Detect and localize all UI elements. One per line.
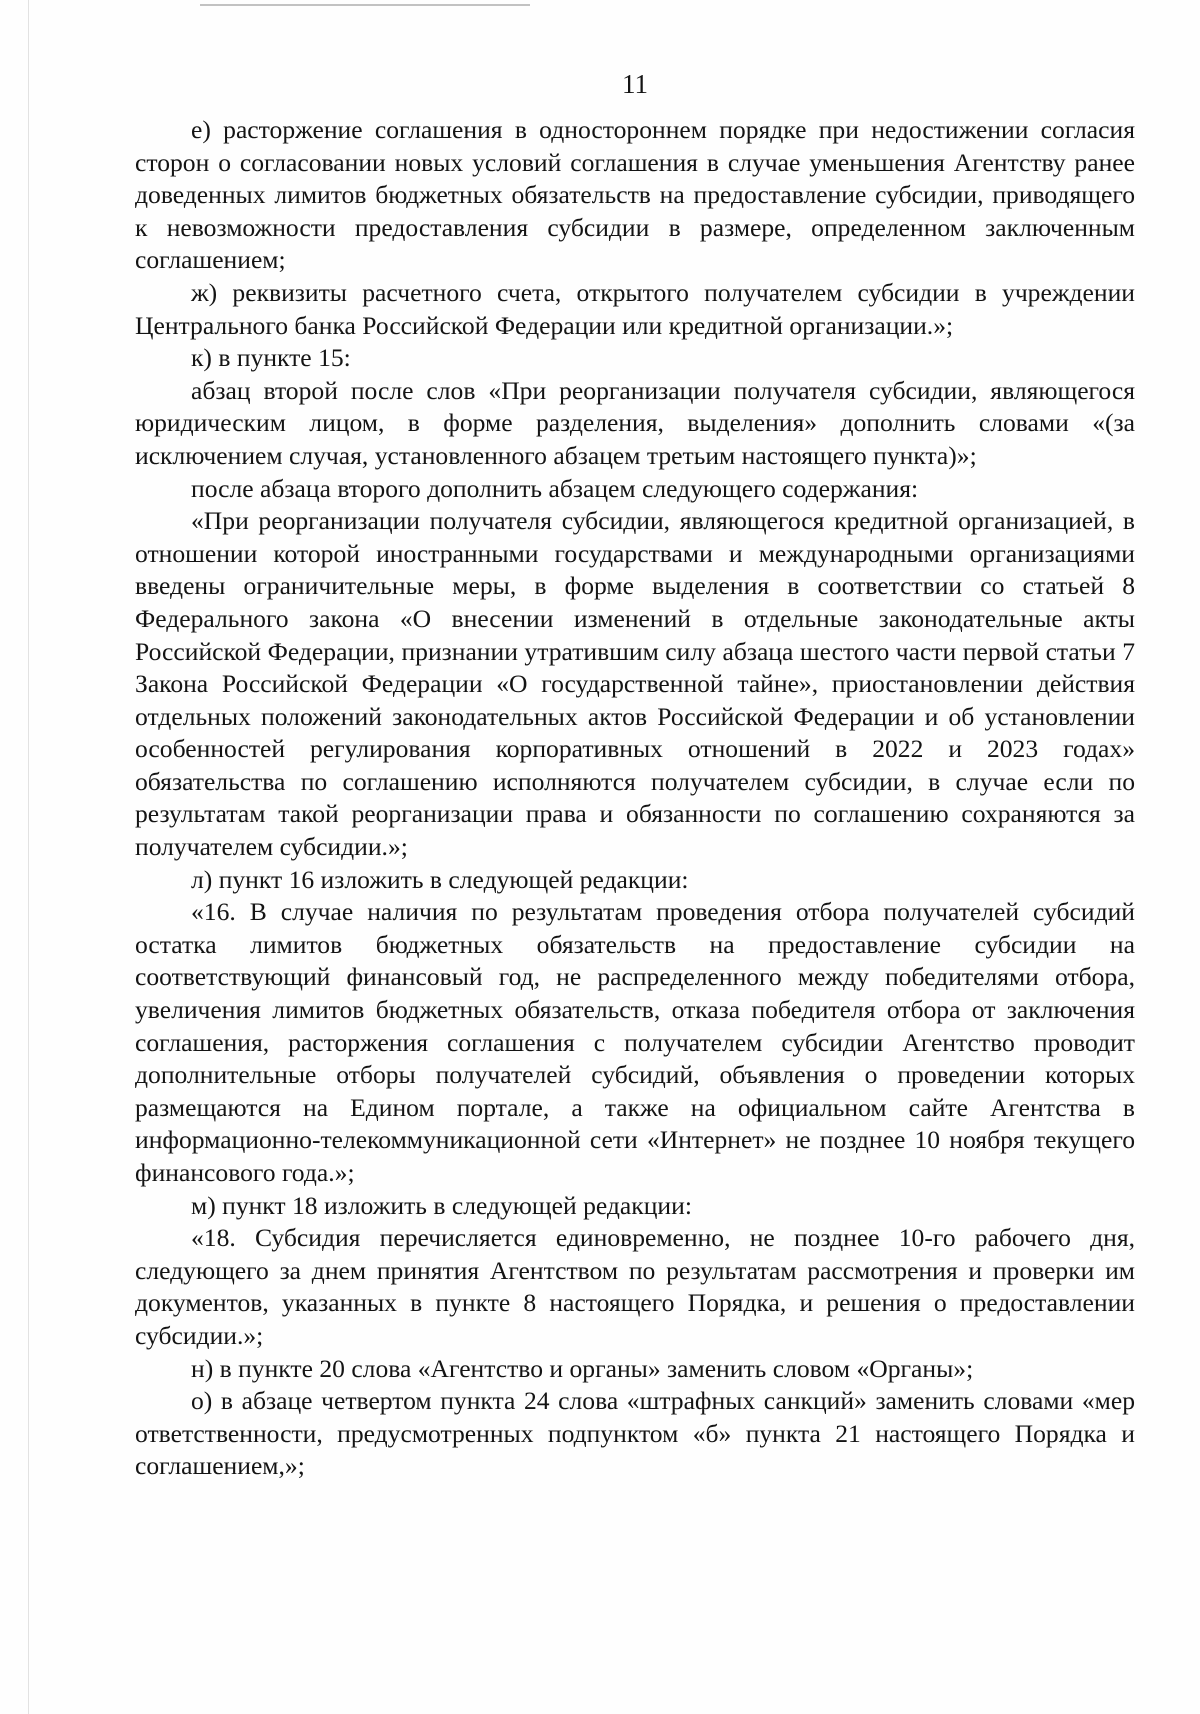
paragraph-k-new-text: «При реорганизации получателя субсидии, являющегося кредитной организацией, в отношении которой иностранными государствами и международными организациями введены ограничительные меры, в форме выделения в соответствии со статьей 8 Федерального закона «О внесении изменений в отдельные законодательные акты Российской Федерации, признании утратившим силу абзаца шестого части первой статьи 7 Закона Российской Федерации «О государственной тайне», приостановлении действия отдельных положений законодательных актов Российской Федерации и об установлении особенностей регулирования корпоративных отношений в 2022 и 2023 годах» обязательства по соглашению исполняются получателем субсидии, в случае если по результатам такой реорганизации права и обязанности по соглашению сохраняются за получателем субсидии.»; [135, 506, 1135, 862]
document-page [135, 60, 1135, 1483]
paragraph-l: л) пункт 16 изложить в следующей редакции: [191, 864, 689, 894]
paragraph-l-new-text: «16. В случае наличия по результатам проведения отбора получателей субсидий остатка лимитов бюджетных обязательств на предоставление субсидии на соответствующий финансовый год, не распределенного между победителями отбора, увеличения лимитов бюджетных обязательств, отказа победителя отбора от заключения соглашения, расторжения соглашения с получателем субсидии Агентство проводит дополнительные отборы получателей субсидий, объявления о проведении которых размещаются на Едином портале, а также на официальном сайте Агентства в информационно-телекоммуникационной сети «Интернет» не позднее 10 ноября текущего финансового года.»; [135, 897, 1135, 1187]
paragraph-k-abzac-vtoroy: абзац второй после слов «При реорганизации получателя субсидии, являющегося юридическим лицом, в форме разделения, выделения» дополнить словами «(за исключением случая, установленного абзацем третьим настоящего пункта)»; [135, 375, 1135, 470]
paragraph-m-new-text: «18. Субсидия перечисляется единовременно, не позднее 10-го рабочего дня, следующего за днем принятия Агентством по результатам рассмотрения и проверки им документов, указанных в пункте 8 настоящего Порядка, и решения о предоставлении субсидии.»; [135, 1223, 1135, 1350]
paragraph-e: е) расторжение соглашения в одностороннем порядке при недостижении согласия сторон о согласовании новых условий соглашения в случае уменьшения Агентству ранее доведенных лимитов бюджетных обязательств на предоставление субсидии, приводящего к невозможности предоставления субсидии в размере, определенном заключенным соглашением; [135, 115, 1135, 275]
paragraph-zh: ж) реквизиты расчетного счета, открытого получателем субсидии в учреждении Центрального банка Российской Федерации или кредитной организации.»; [135, 277, 1135, 340]
paragraph-k-dopolnit: после абзаца второго дополнить абзацем следующего содержания: [191, 473, 919, 503]
scan-artifact-line [200, 4, 530, 6]
paragraph-n: н) в пункте 20 слова «Агентство и органы» заменить словом «Органы»; [191, 1353, 974, 1383]
paragraph-m: м) пункт 18 изложить в следующей редакции: [191, 1190, 692, 1220]
paragraph-o: о) в абзаце четвертом пункта 24 слова «штрафных санкций» заменить словами «мер ответственности, предусмотренных подпунктом «б» пункта 21 настоящего Порядка и соглашением,»; [135, 1386, 1135, 1481]
scan-edge-shadow [28, 0, 29, 1714]
page-number: 11 [622, 69, 648, 99]
paragraph-k: к) в пункте 15: [191, 343, 351, 373]
